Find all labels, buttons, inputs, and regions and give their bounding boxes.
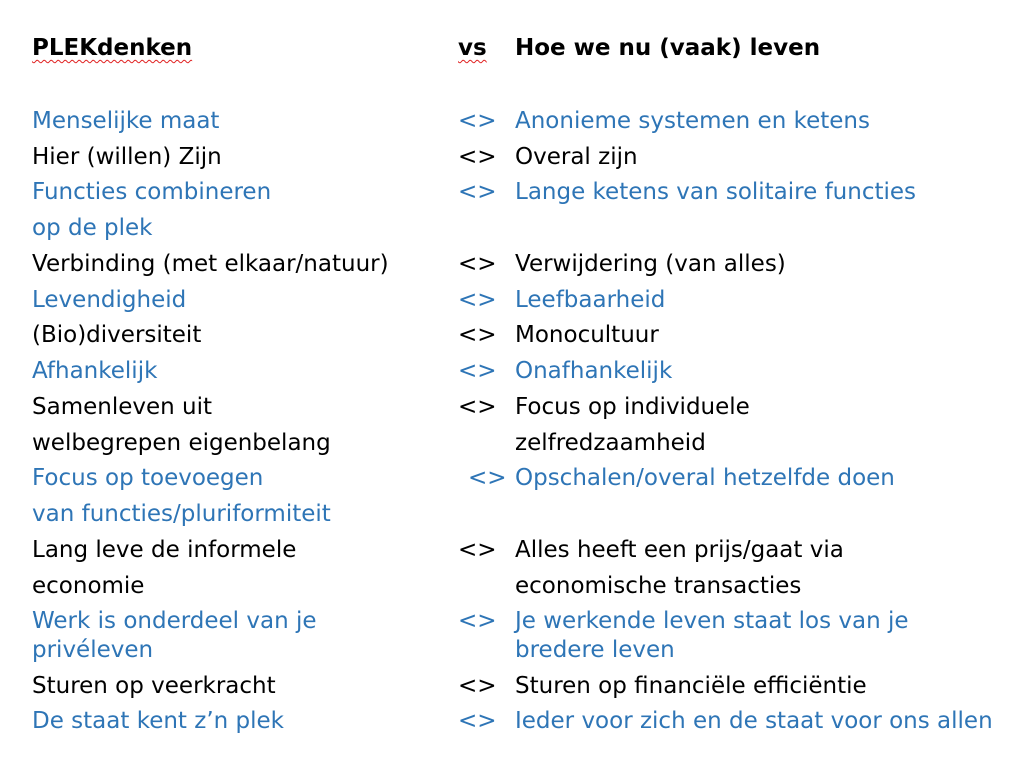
row-right-focus-individuele: Focus op individuele [515,394,750,420]
row-left-priveleven: privéleven [32,637,154,663]
row-separator: <> [458,358,497,384]
row-left-eigenbelang: welbegrepen eigenbelang [32,430,331,456]
row-right-transacties: economische transacties [515,573,802,599]
row-separator: <> [458,287,497,313]
row-left-veerkracht: Sturen op veerkracht [32,673,276,699]
row-right-anonieme-systemen: Anonieme systemen en ketens [515,108,870,134]
row-left-hier-zijn: Hier (willen) Zijn [32,144,222,170]
row-right-werkende-leven: Je werkende leven staat los van je [515,608,909,634]
row-right-ieder-voor-zich: Ieder voor zich en de staat voor ons allen [515,708,993,734]
row-left-informele: Lang leve de informele [32,537,297,563]
row-left-economie: economie [32,573,145,599]
row-right-leefbaarheid: Leefbaarheid [515,287,666,313]
row-left-pluriformiteit: van functies/pluriformiteit [32,501,331,527]
row-right-onafhankelijk: Onafhankelijk [515,358,673,384]
row-left-focus-toevoegen: Focus op toevoegen [32,465,264,491]
row-left-levendigheid: Levendigheid [32,287,187,313]
row-separator: <> [468,465,507,491]
header-left-title: PLEKdenken [32,35,193,61]
row-right-monocultuur: Monocultuur [515,322,659,348]
row-right-zelfredzaamheid: zelfredzaamheid [515,430,706,456]
row-separator: <> [458,673,497,699]
row-separator: <> [458,179,497,205]
header-vs: vs [458,35,487,61]
row-right-verwijdering: Verwijdering (van alles) [515,251,786,277]
row-left-op-de-plek: op de plek [32,215,153,241]
row-right-opschalen: Opschalen/overal hetzelfde doen [515,465,895,491]
row-left-samenleven: Samenleven uit [32,394,213,420]
row-left-verbinding: Verbinding (met elkaar/natuur) [32,251,389,277]
row-left-werk-onderdeel: Werk is onderdeel van je [32,608,317,634]
row-right-efficientie: Sturen op financiële efficiëntie [515,673,867,699]
row-separator: <> [458,708,497,734]
row-separator: <> [458,608,497,634]
row-left-staat-plek: De staat kent z’n plek [32,708,284,734]
row-right-alles-prijs: Alles heeft een prijs/gaat via [515,537,844,563]
row-left-biodiversiteit: (Bio)diversiteit [32,322,202,348]
row-separator: <> [458,144,497,170]
row-separator: <> [458,394,497,420]
row-left-menselijke-maat: Menselijke maat [32,108,220,134]
row-right-bredere-leven: bredere leven [515,637,675,663]
row-separator: <> [458,251,497,277]
row-separator: <> [458,322,497,348]
row-left-afhankelijk: Afhankelijk [32,358,158,384]
row-left-functies-combineren: Functies combineren [32,179,272,205]
header-right-title: Hoe we nu (vaak) leven [515,35,821,61]
row-separator: <> [458,537,497,563]
row-right-lange-ketens: Lange ketens van solitaire functies [515,179,917,205]
row-separator: <> [458,108,497,134]
row-right-overal-zijn: Overal zijn [515,144,638,170]
